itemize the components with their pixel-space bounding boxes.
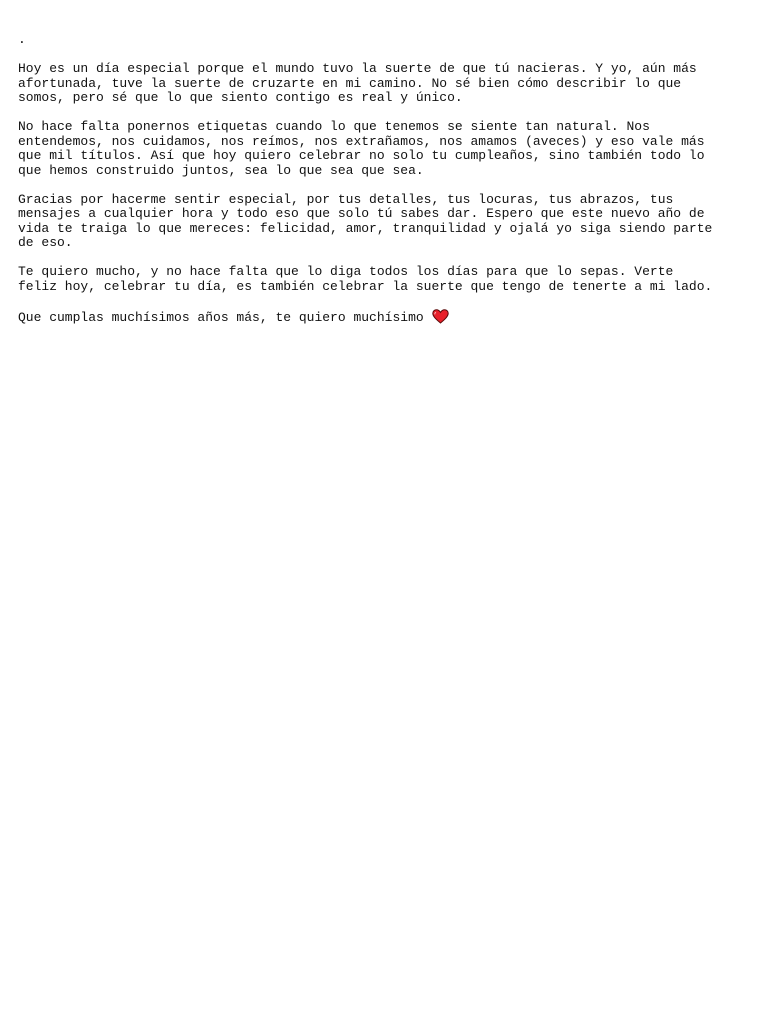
paragraph-2: No hace falta ponernos etiquetas cuando lo que tenemos se siente tan natural. Nos entendemos, nos cuidamos, nos reímos, nos extrañamos, nos amamos (aveces) y eso vale más que mil títulos. Así que hoy quiero celebrar no solo tu cumpleaños, sino también todo lo que hemos construido juntos, sea lo que sea que sea. bbox=[18, 119, 705, 178]
closing-text: Que cumplas muchísimos años más, te quiero muchísimo bbox=[18, 309, 424, 325]
letter-body bbox=[18, 33, 758, 343]
paragraph-4: Te quiero mucho, y no hace falta que lo diga todos los días para que lo sepas. Verte feliz hoy, celebrar tu día, es también celebrar la suerte que tengo de tenerte a mi lado. bbox=[18, 264, 713, 294]
paragraph-3: Gracias por hacerme sentir especial, por tus detalles, tus locuras, tus abrazos, tus mensajes a cualquier hora y todo eso que solo tú sabes dar. Espero que este nuevo año de vida te traiga lo que mereces: felicidad, amor, tranquilidad y ojalá yo siga siendo parte de eso. bbox=[18, 191, 713, 250]
closing-line bbox=[18, 309, 758, 329]
heart-icon bbox=[432, 309, 449, 329]
leading-dot: . bbox=[18, 32, 26, 47]
paragraph-1: Hoy es un día especial porque el mundo tuvo la suerte de que tú nacieras. Y yo, aún más afortunada, tuve la suerte de cruzarte en mi camino. No sé bien cómo describir lo que somos, pero sé que lo que siento contigo es real y único. bbox=[18, 61, 697, 105]
